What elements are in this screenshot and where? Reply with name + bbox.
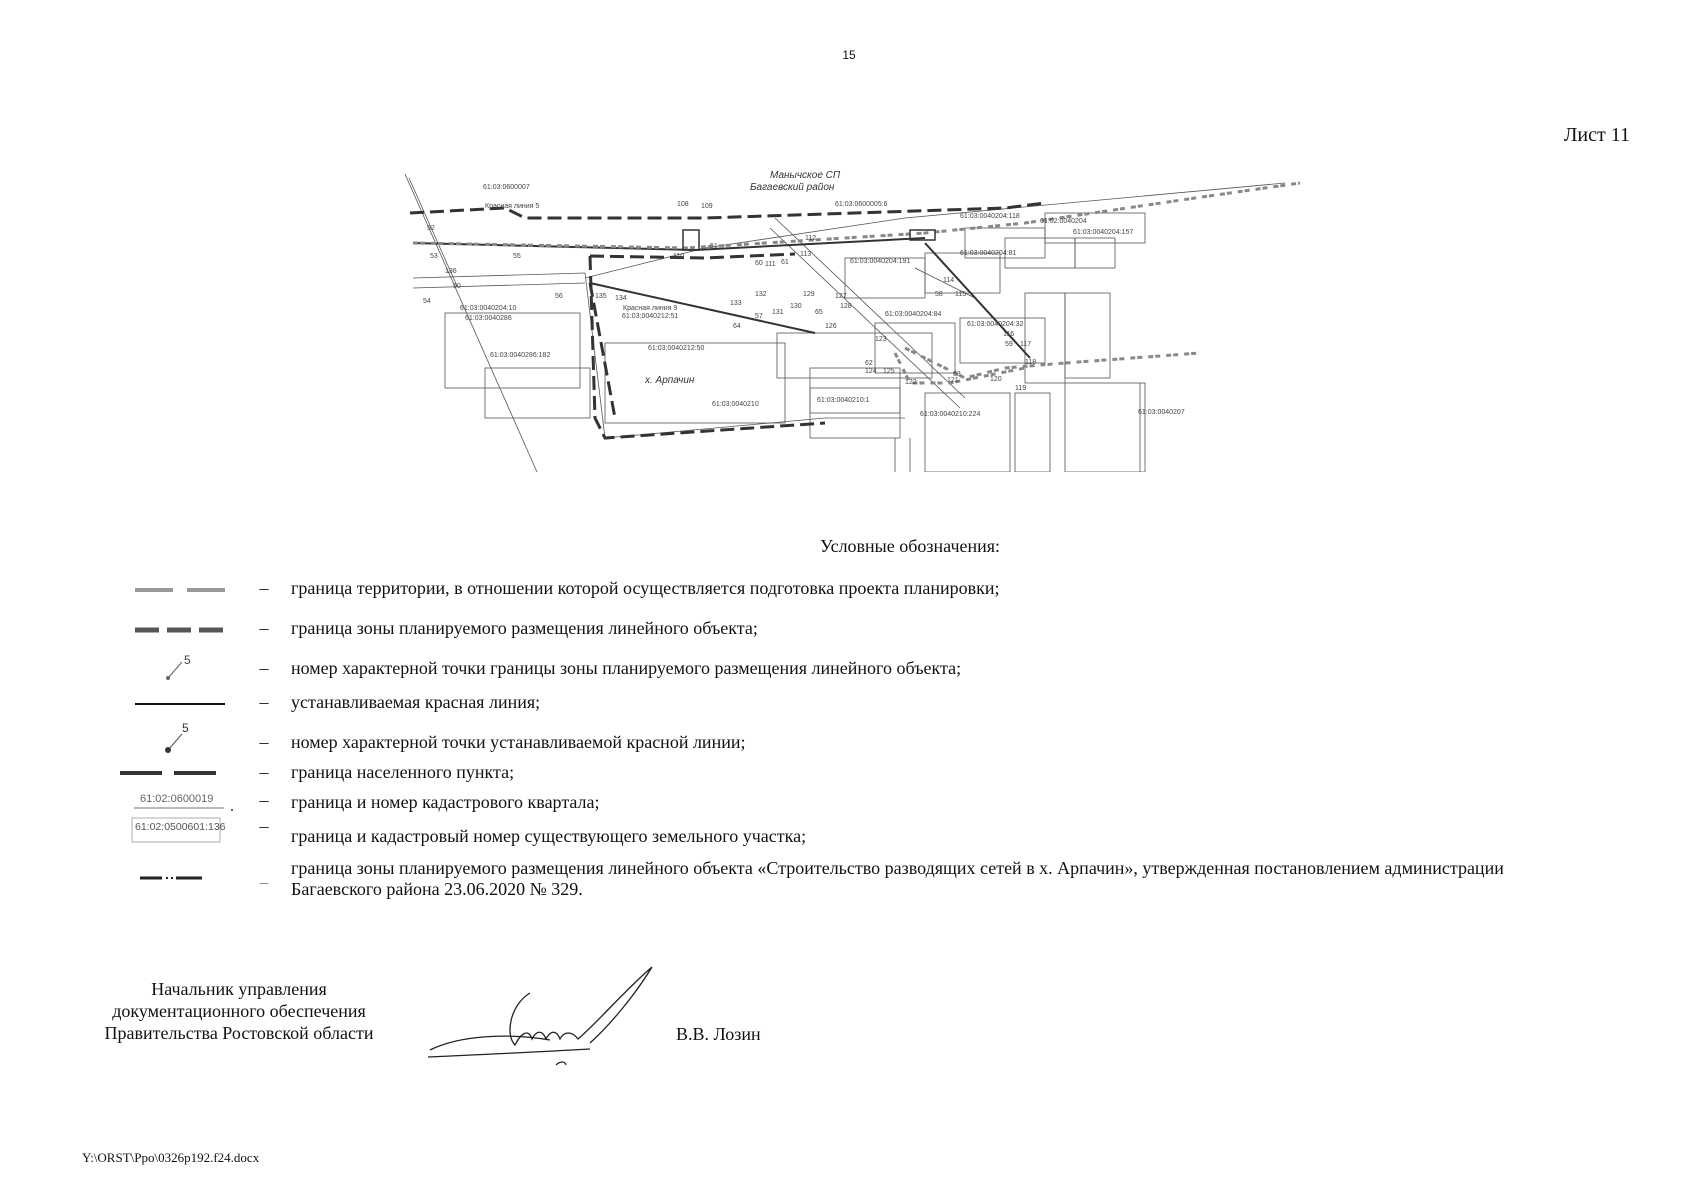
planning-boundary-symbol bbox=[120, 578, 240, 600]
map-cadastral-label: 61:03:0040207 bbox=[1138, 409, 1185, 416]
map-point: 124 bbox=[865, 368, 877, 375]
map-point: 133 bbox=[730, 300, 742, 307]
map-point: 136 bbox=[445, 268, 457, 275]
map-point: 131 bbox=[772, 309, 784, 316]
map-point: 62 bbox=[865, 360, 873, 367]
cadastral-quarter-label: 61:02:0600019 bbox=[140, 793, 214, 805]
map-point: 52 bbox=[427, 225, 435, 232]
map-point: 56 bbox=[555, 293, 563, 300]
settlement-boundary-symbol bbox=[120, 762, 240, 784]
zone-boundary-symbol bbox=[120, 618, 240, 640]
map-point: 51 bbox=[710, 243, 718, 250]
map-point: 120 bbox=[990, 376, 1002, 383]
legend-dash: – bbox=[259, 658, 269, 678]
map-point: 125 bbox=[883, 368, 895, 375]
land-plot-symbol bbox=[120, 816, 256, 846]
map-point: 110 bbox=[673, 253, 685, 260]
position-line: Начальник управления bbox=[151, 979, 327, 999]
map-cadastral-label: 61:03:0040212:51 bbox=[622, 313, 679, 320]
map-point: 55 bbox=[513, 253, 521, 260]
map-point: 109 bbox=[701, 203, 713, 210]
map-point: 65 bbox=[815, 309, 823, 316]
map-cadastral-label: 61:03:0040204:84 bbox=[885, 311, 942, 318]
map-cadastral-label: 61:03:0040286 bbox=[465, 315, 512, 322]
map-point: 128 bbox=[840, 303, 852, 310]
legend-dash: – bbox=[259, 692, 269, 712]
position-line: Правительства Ростовской области bbox=[104, 1023, 374, 1043]
legend-text: устанавливаемая красная линия; bbox=[291, 692, 541, 712]
map-point: 132 bbox=[755, 291, 767, 298]
map-label-redline-9: Красная линия 9 bbox=[623, 305, 678, 312]
map-cadastral-label: 61:03:0040204:81 bbox=[960, 250, 1017, 257]
map-point: 53 bbox=[430, 253, 438, 260]
signatory-name: В.В. Лозин bbox=[676, 1024, 761, 1044]
map-point: 130 bbox=[790, 303, 802, 310]
map-point: 117 bbox=[1020, 341, 1032, 348]
signatory-position bbox=[80, 978, 398, 1044]
map-cadastral-label: 61:03:0040204:191 bbox=[850, 258, 911, 265]
map-point: 54 bbox=[423, 298, 431, 305]
legend-text: граница территории, в отношении которой осуществляется подготовка проекта планировки; bbox=[291, 578, 1000, 598]
map-cadastral-label: 61:02:0040204 bbox=[1040, 218, 1087, 225]
legend-dash: – bbox=[259, 618, 269, 638]
legend-text: граница зоны планируемого размещения линейного объекта; bbox=[291, 618, 758, 638]
map-cadastral-label: 61:03:0040210 bbox=[712, 401, 759, 408]
map-cadastral-label: 61:03:0040204:157 bbox=[1073, 229, 1134, 236]
map-point: 61 bbox=[781, 259, 789, 266]
map-cadastral-label: 61:03:0040204:118 bbox=[960, 213, 1020, 220]
cadastral-quarter-symbol bbox=[120, 788, 256, 810]
legend-dash: – bbox=[259, 872, 269, 892]
map-label-district: Багаевский район bbox=[750, 182, 835, 193]
map-cadastral-label: 61:03:0040204:10 bbox=[460, 305, 517, 312]
map-point: 115 bbox=[955, 291, 967, 298]
map-cadastral-label: 61:03:0040204:32 bbox=[967, 321, 1024, 328]
map-label-village: х. Арпачин bbox=[645, 375, 695, 386]
legend-text: граница зоны планируемого размещения линейного объекта «Строительство разводящих сетей в х. Арпачин», утвержденная постановлением администрации Багаевского района 23.06.2020 № 329. bbox=[291, 858, 1504, 899]
map-point: 122 bbox=[905, 379, 917, 386]
map-point: 114 bbox=[943, 277, 955, 284]
zone-point-symbol bbox=[120, 652, 240, 674]
map-point: 134 bbox=[615, 295, 627, 302]
position-line: документационного обеспечения bbox=[112, 1001, 366, 1021]
legend-text: номер характерной точки устанавливаемой красной линии; bbox=[291, 732, 746, 752]
map-point: 126 bbox=[825, 323, 837, 330]
map-cadastral-label: 61:03:0600007 bbox=[483, 184, 530, 191]
map-cadastral-label: 61:03:0040210:1 bbox=[817, 397, 870, 404]
map-cadastral-label: 61:03:0040210:224 bbox=[920, 411, 981, 418]
handwritten-signature bbox=[420, 965, 660, 1075]
legend-text: граница и кадастровый номер существующего земельного участка; bbox=[291, 826, 807, 846]
map-point: 64 bbox=[733, 323, 741, 330]
document-file-path: Y:\ORST\Ppo\0326p192.f24.docx bbox=[82, 1150, 260, 1165]
legend-dash: – bbox=[259, 732, 269, 752]
map-point: 123 bbox=[875, 336, 887, 343]
map-point: 135 bbox=[595, 293, 607, 300]
map-point: 118 bbox=[1025, 359, 1037, 366]
map-point: 111 bbox=[765, 261, 776, 268]
legend-text: граница и номер кадастрового квартала; bbox=[291, 792, 600, 812]
map-label-settlement: Манычское СП bbox=[770, 170, 841, 181]
page-number: 15 bbox=[842, 48, 856, 62]
map-point: 113 bbox=[800, 251, 812, 258]
map-point: 59 bbox=[1005, 341, 1013, 348]
map-label-redline-5: Красная линия 5 bbox=[485, 203, 540, 210]
map-point: 127 bbox=[835, 293, 847, 300]
map-cadastral-label: 61:03:0600005:6 bbox=[835, 201, 888, 208]
sheet-label: Лист 11 bbox=[1563, 124, 1630, 146]
map-point: 50 bbox=[453, 283, 461, 290]
legend-title: Условные обозначения: bbox=[820, 536, 1001, 556]
legend-dash: – bbox=[259, 762, 269, 782]
cadastral-map bbox=[405, 168, 1300, 472]
red-line-symbol bbox=[120, 692, 240, 714]
map-point: 63 bbox=[953, 371, 961, 378]
zone-point-number: 5 bbox=[184, 653, 191, 667]
red-line-point-number: 5 bbox=[182, 721, 189, 735]
map-point: 108 bbox=[677, 201, 689, 208]
legend-dash: – bbox=[259, 578, 269, 598]
map-point: 129 bbox=[803, 291, 815, 298]
map-point: 112 bbox=[805, 235, 817, 242]
red-line-point-symbol bbox=[120, 720, 240, 752]
legend-dash: – bbox=[259, 790, 269, 810]
legend-text: граница населенного пункта; bbox=[291, 762, 515, 782]
map-point: 116 bbox=[1003, 331, 1015, 338]
map-point: 119 bbox=[1015, 385, 1027, 392]
map-point: 58 bbox=[935, 291, 943, 298]
map-point: 121 bbox=[947, 377, 959, 384]
legend-text: номер характерной точки границы зоны планируемого размещения линейного объекта; bbox=[291, 658, 962, 678]
legend-dash: – bbox=[259, 816, 269, 836]
map-point: 60 bbox=[755, 260, 763, 267]
map-point: 57 bbox=[755, 313, 763, 320]
land-plot-label: 61:02:0500601:136 bbox=[135, 821, 226, 833]
map-cadastral-label: 61:03:0040286:182 bbox=[490, 352, 551, 359]
map-cadastral-label: 61:03:0040212:50 bbox=[648, 345, 705, 352]
approved-zone-symbol bbox=[120, 870, 240, 892]
